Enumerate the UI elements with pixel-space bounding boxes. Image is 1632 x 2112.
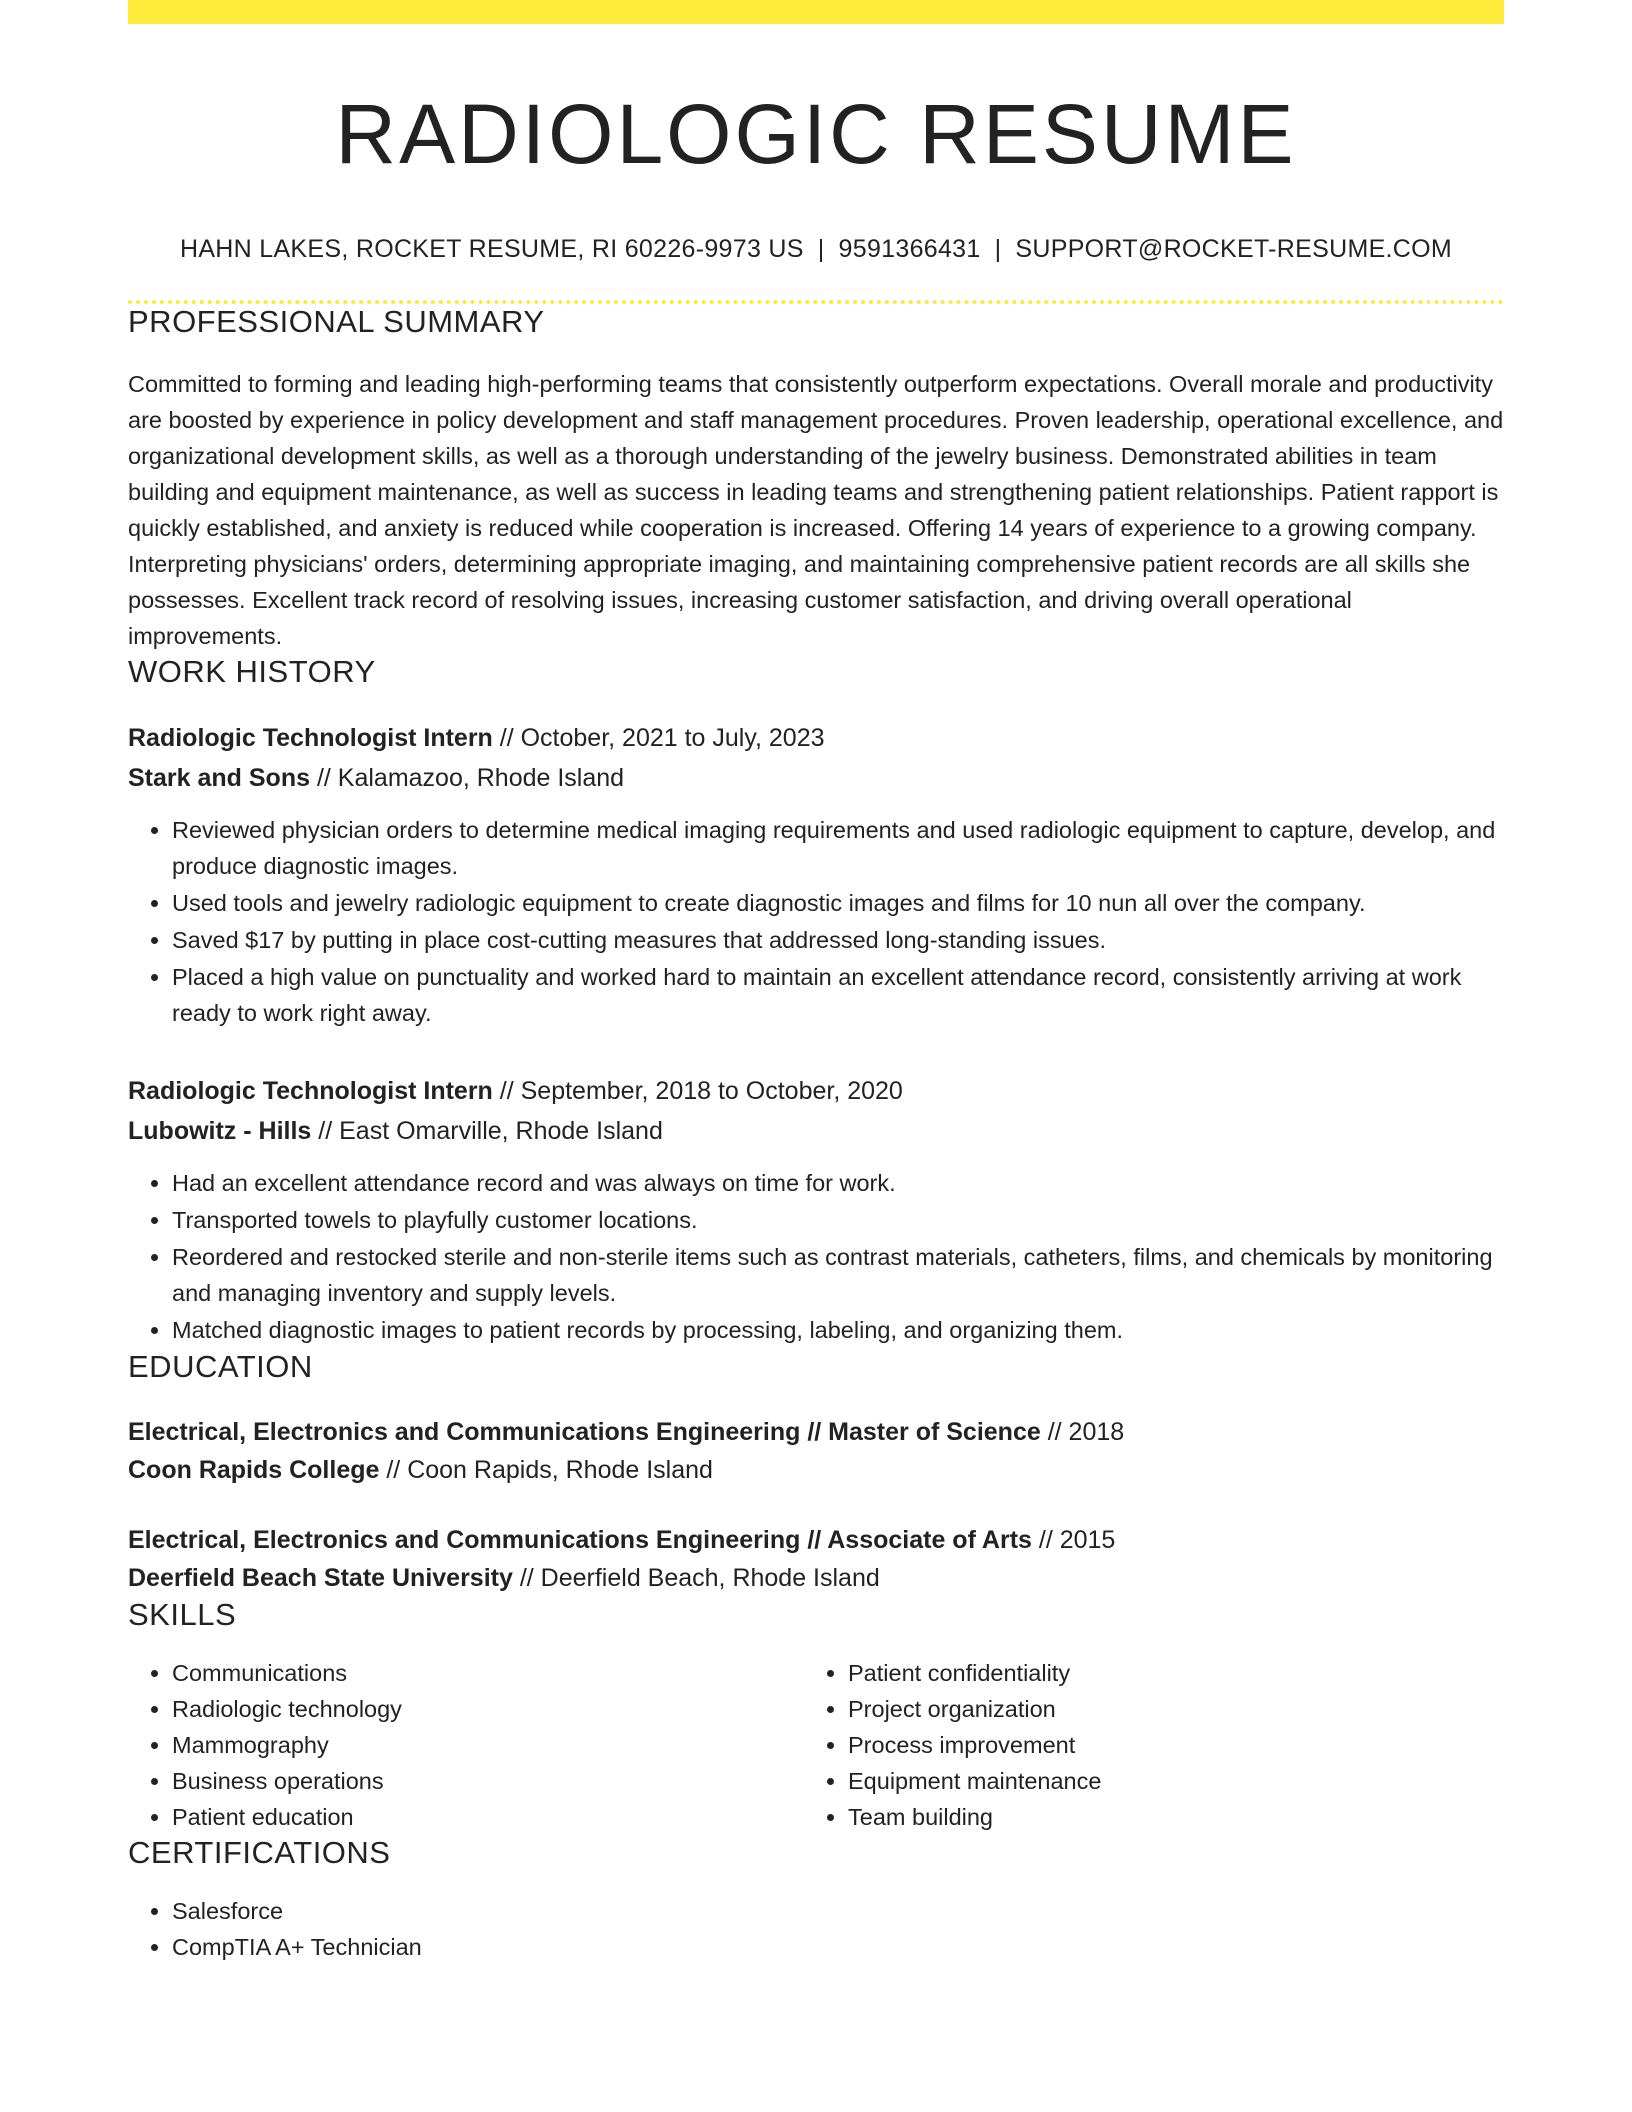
contact-email: SUPPORT@ROCKET-RESUME.COM — [1015, 234, 1453, 263]
job-company: Lubowitz - Hills — [128, 1116, 312, 1145]
contact-line — [128, 235, 1504, 264]
education-degree-line — [128, 1413, 1504, 1451]
education-heading: EDUCATION — [128, 1348, 313, 1384]
job-location: // Kalamazoo, Rhode Island — [310, 763, 625, 792]
contact-separator: | — [994, 234, 1002, 263]
job-bullet: • Matched diagnostic images to patient records by processing, labeling, and organizing them. — [172, 1312, 1504, 1348]
summary-heading: PROFESSIONAL SUMMARY — [128, 303, 545, 339]
education-degree: Electrical, Electronics and Communications Engineering // Master of Science — [128, 1417, 1041, 1446]
top-accent-bar — [128, 0, 1504, 24]
job-bullet: • Transported towels to playfully customer locations. — [172, 1202, 1504, 1238]
skill-item: • Equipment maintenance — [848, 1763, 1480, 1799]
education-degree-line — [128, 1521, 1504, 1559]
skill-item: • Project organization — [848, 1691, 1480, 1727]
job-bullet: • Reviewed physician orders to determine medical imaging requirements and used radiologic equipment to capture, develop, and produce diagnostic images. — [172, 812, 1504, 884]
skills-grid — [128, 1655, 1504, 1835]
job-location: // East Omarville, Rhode Island — [311, 1116, 663, 1145]
resume-title: RADIOLOGIC RESUME — [335, 87, 1297, 181]
job-bullet: • Used tools and jewelry radiologic equipment to create diagnostic images and films for 10 nun all over the company. — [172, 885, 1504, 921]
skills-column-right — [804, 1655, 1480, 1835]
job-dates: // October, 2021 to July, 2023 — [492, 723, 825, 752]
education-school: Deerfield Beach State University — [128, 1563, 513, 1592]
skill-item: • Business operations — [172, 1763, 804, 1799]
job-title: Radiologic Technologist Intern — [128, 723, 493, 752]
job-dates: // September, 2018 to October, 2020 — [492, 1076, 903, 1105]
education-school: Coon Rapids College — [128, 1455, 380, 1484]
job-bullet: • Reordered and restocked sterile and non-sterile items such as contrast materials, catheters, films, and chemicals by monitoring and managing inventory and supply levels. — [172, 1239, 1504, 1311]
certifications-heading: CERTIFICATIONS — [128, 1834, 391, 1870]
job-title: Radiologic Technologist Intern — [128, 1076, 493, 1105]
certifications-list — [128, 1893, 1504, 1965]
job-bullet: • Saved $17 by putting in place cost-cutting measures that addressed long-standing issues. — [172, 922, 1504, 958]
job-company-line — [128, 758, 1504, 798]
skills-heading: SKILLS — [128, 1596, 237, 1632]
skill-item: • Patient education — [172, 1799, 804, 1835]
education-location: // Deerfield Beach, Rhode Island — [512, 1563, 880, 1592]
education-degree: Electrical, Electronics and Communications Engineering // Associate of Arts — [128, 1525, 1032, 1554]
certification-item: • CompTIA A+ Technician — [172, 1929, 1504, 1965]
skill-item: • Team building — [848, 1799, 1480, 1835]
job-title-line — [128, 1071, 1504, 1111]
skill-item: • Patient confidentiality — [848, 1655, 1480, 1691]
job-bullet: • Placed a high value on punctuality and worked hard to maintain an excellent attendance record, consistently arriving at work ready to work right away. — [172, 959, 1504, 1031]
certification-item: • Salesforce — [172, 1893, 1504, 1929]
contact-separator: | — [817, 234, 825, 263]
job-company: Stark and Sons — [128, 763, 310, 792]
education-entry — [128, 1521, 1504, 1597]
skill-item: • Mammography — [172, 1727, 804, 1763]
education-year: // 2015 — [1031, 1525, 1116, 1554]
skill-item: • Communications — [172, 1655, 804, 1691]
skills-column-left — [128, 1655, 804, 1835]
summary-text: Committed to forming and leading high-performing teams that consistently outperform expectations. Overall morale and productivity are boosted by experience in policy development and staff management procedures. Proven leadership, operational excellence, and organizational development skills, as well as a thorough understanding of the jewelry business. Demonstrated abilities in team building and equipment maintenance, as well as success in leading teams and strengthening patient relationships. Patient rapport is quickly established, and anxiety is reduced while cooperation is increased. Offering 14 years of experience to a growing company. Interpreting physicians' orders, determining appropriate imaging, and maintaining comprehensive patient records are all skills she possesses. Excellent track record of resolving issues, increasing customer satisfaction, and driving overall operational improvements. — [128, 370, 1504, 649]
education-school-line — [128, 1451, 1504, 1489]
education-entry — [128, 1413, 1504, 1489]
work-history-heading: WORK HISTORY — [128, 653, 376, 689]
contact-address: HAHN LAKES, ROCKET RESUME, RI 60226-9973 US — [179, 234, 804, 263]
contact-phone: 9591366431 — [838, 234, 981, 263]
education-school-line — [128, 1559, 1504, 1597]
job-bullet: • Had an excellent attendance record and was always on time for work. — [172, 1165, 1504, 1201]
education-year: // 2018 — [1040, 1417, 1125, 1446]
job-entry — [128, 1071, 1504, 1348]
education-location: // Coon Rapids, Rhode Island — [379, 1455, 713, 1484]
job-bullets — [128, 812, 1504, 1031]
skill-item: • Process improvement — [848, 1727, 1480, 1763]
job-title-line — [128, 718, 1504, 758]
job-entry — [128, 718, 1504, 1031]
skill-item: • Radiologic technology — [172, 1691, 804, 1727]
job-company-line — [128, 1111, 1504, 1151]
resume-page — [128, 0, 1504, 1965]
job-bullets — [128, 1165, 1504, 1348]
